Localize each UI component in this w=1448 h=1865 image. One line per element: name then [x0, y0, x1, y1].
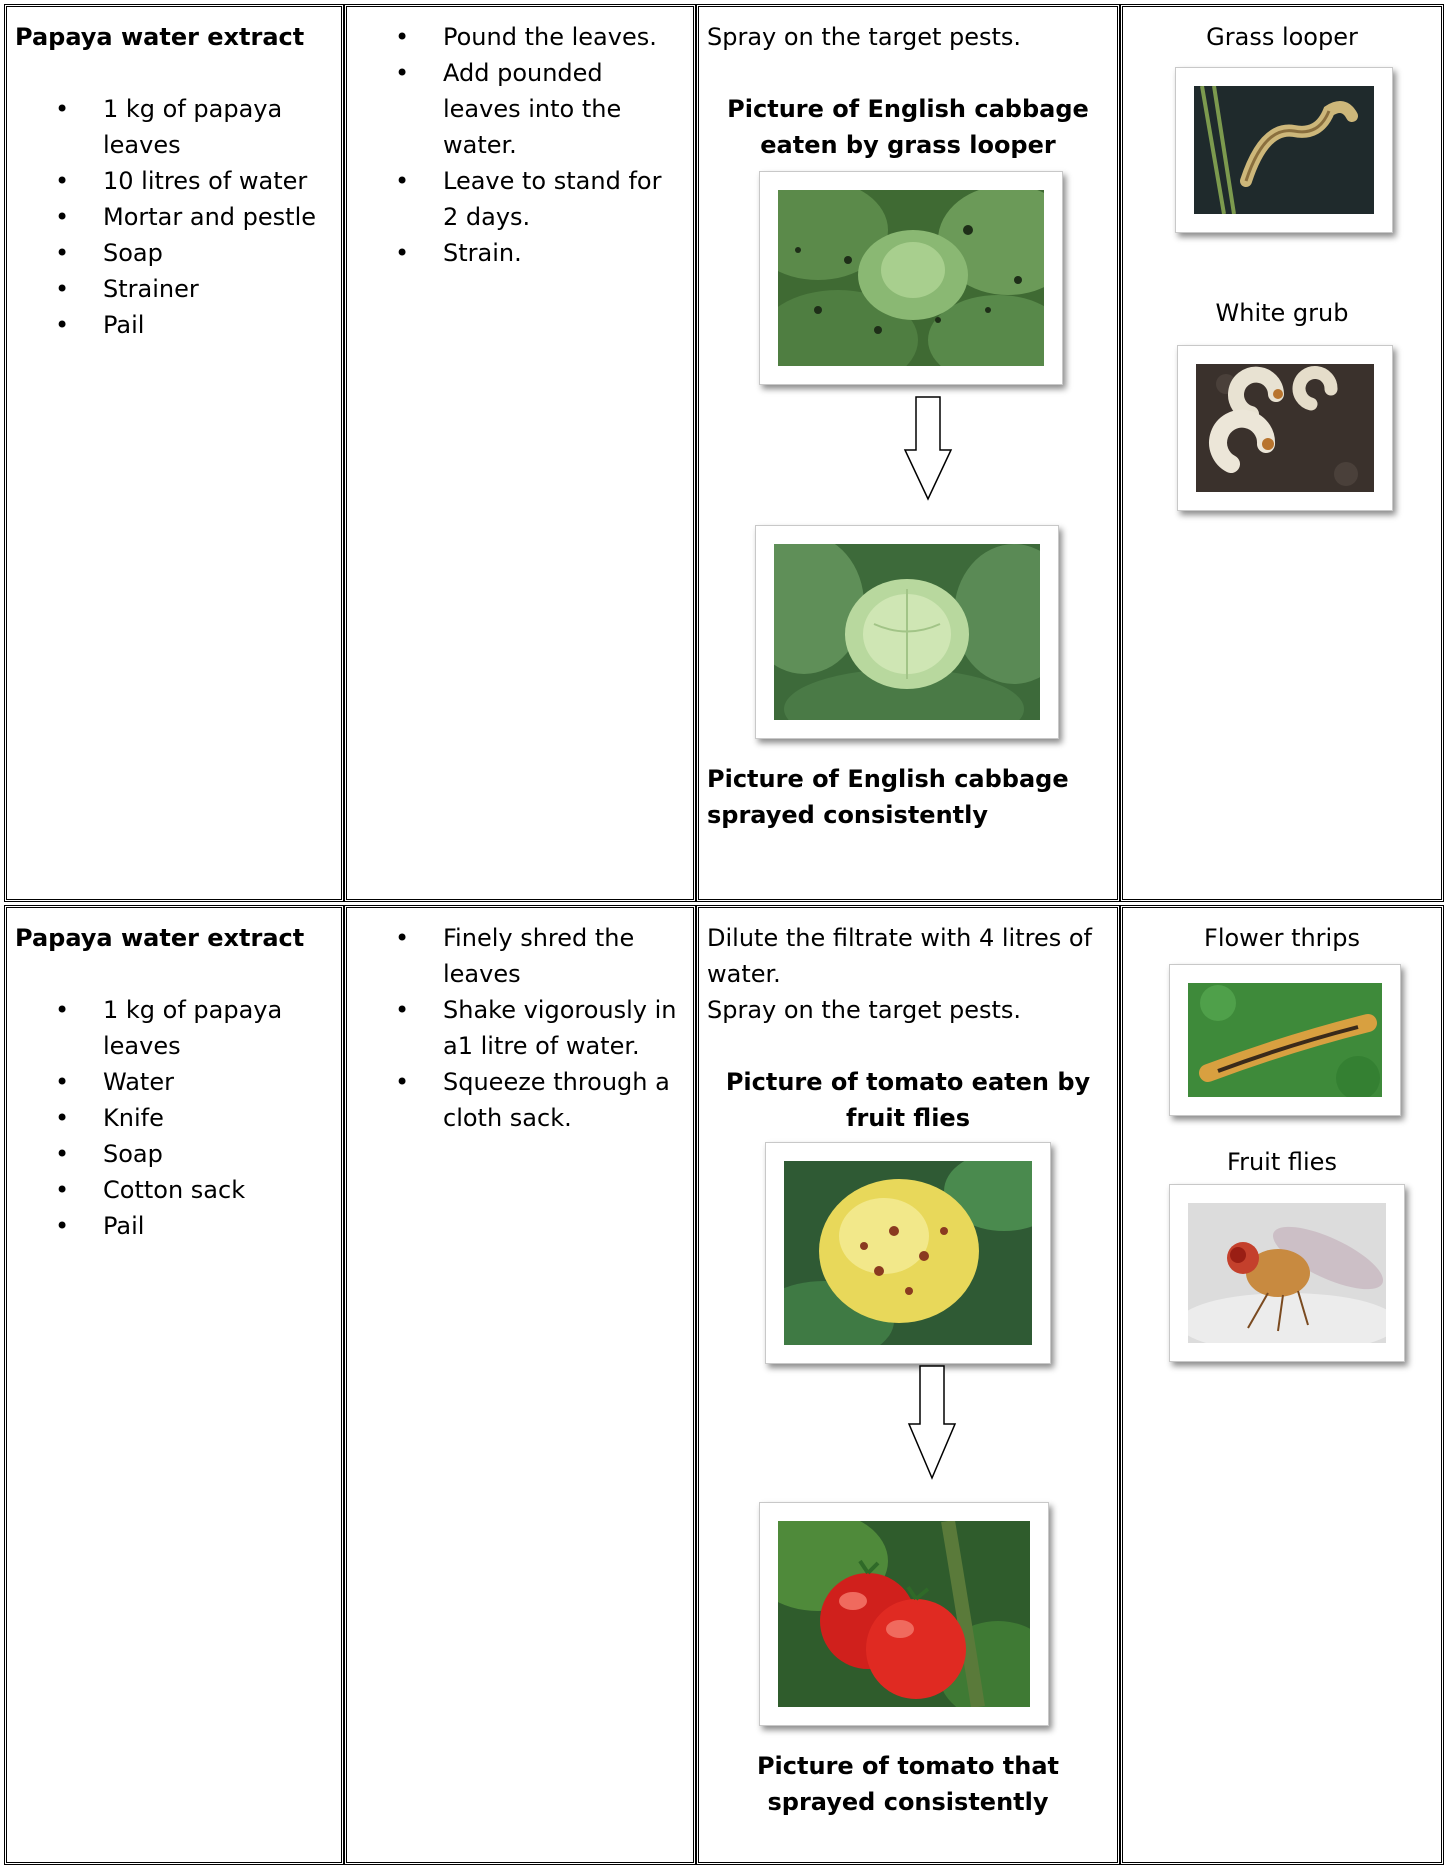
application-text: Spray on the target pests. — [707, 23, 1022, 51]
materials-list — [103, 992, 333, 1244]
list-item: • Squeeze through a cloth sack. — [443, 1064, 683, 1136]
application-text: Dilute the filtrate with 4 litres of water. — [707, 924, 1092, 988]
list-item: • Pail — [103, 1208, 333, 1244]
list-item: • Soap — [103, 1136, 333, 1172]
down-arrow-icon — [903, 395, 953, 503]
list-item: • Knife — [103, 1100, 333, 1136]
list-item: • Soap — [103, 235, 333, 271]
pest-label: Grass looper — [1206, 23, 1358, 51]
list-item: • Finely shred the leaves — [443, 920, 683, 992]
before-caption: Picture of English cabbage eaten by grass looper — [727, 95, 1089, 159]
list-item: • Mortar and pestle — [103, 199, 333, 235]
method-heading: Papaya water extract — [15, 924, 305, 952]
flower-thrips-photo — [1169, 964, 1401, 1116]
steps-list — [443, 920, 683, 1136]
pest-label: White grub — [1215, 299, 1349, 327]
application-cell — [696, 4, 1120, 902]
list-item: • Strainer — [103, 271, 333, 307]
list-item: • 10 litres of water — [103, 163, 333, 199]
list-item: • Leave to stand for 2 days. — [443, 163, 683, 235]
list-item: • Pail — [103, 307, 333, 343]
sprayed-cabbage-photo — [755, 525, 1059, 739]
healthy-tomato-photo — [759, 1502, 1049, 1726]
steps-cell — [344, 905, 696, 1865]
eaten-cabbage-photo — [759, 171, 1063, 385]
pest-label: Fruit flies — [1227, 1148, 1337, 1176]
list-item: • Pound the leaves. — [443, 19, 683, 55]
materials-cell — [4, 905, 344, 1865]
pest-label: Flower thrips — [1204, 924, 1360, 952]
list-item: • Strain. — [443, 235, 683, 271]
method-row-1 — [4, 4, 1444, 902]
eaten-tomato-photo — [765, 1142, 1051, 1364]
steps-cell — [344, 4, 696, 902]
list-item: • Add pounded leaves into the water. — [443, 55, 683, 163]
method-heading: Papaya water extract — [15, 23, 305, 51]
list-item: • Cotton sack — [103, 1172, 333, 1208]
materials-cell — [4, 4, 344, 902]
method-row-2 — [4, 905, 1444, 1865]
materials-list — [103, 91, 333, 343]
list-item: • 1 kg of papaya leaves — [103, 91, 333, 163]
pests-cell — [1120, 4, 1444, 902]
after-caption: Picture of English cabbage sprayed consistently — [707, 765, 1069, 829]
application-text: Spray on the target pests. — [707, 996, 1022, 1024]
list-item: • Shake vigorously in a1 litre of water. — [443, 992, 683, 1064]
pests-cell — [1120, 905, 1444, 1865]
down-arrow-icon — [907, 1364, 957, 1482]
fruit-flies-photo — [1169, 1184, 1405, 1362]
steps-list — [443, 19, 683, 271]
application-cell — [696, 905, 1120, 1865]
grass-looper-photo — [1175, 67, 1393, 233]
list-item: • Water — [103, 1064, 333, 1100]
list-item: • 1 kg of papaya leaves — [103, 992, 333, 1064]
before-caption: Picture of tomato eaten by fruit flies — [725, 1068, 1091, 1132]
white-grub-photo — [1177, 345, 1393, 511]
after-caption: Picture of tomato that sprayed consistently — [756, 1752, 1060, 1816]
